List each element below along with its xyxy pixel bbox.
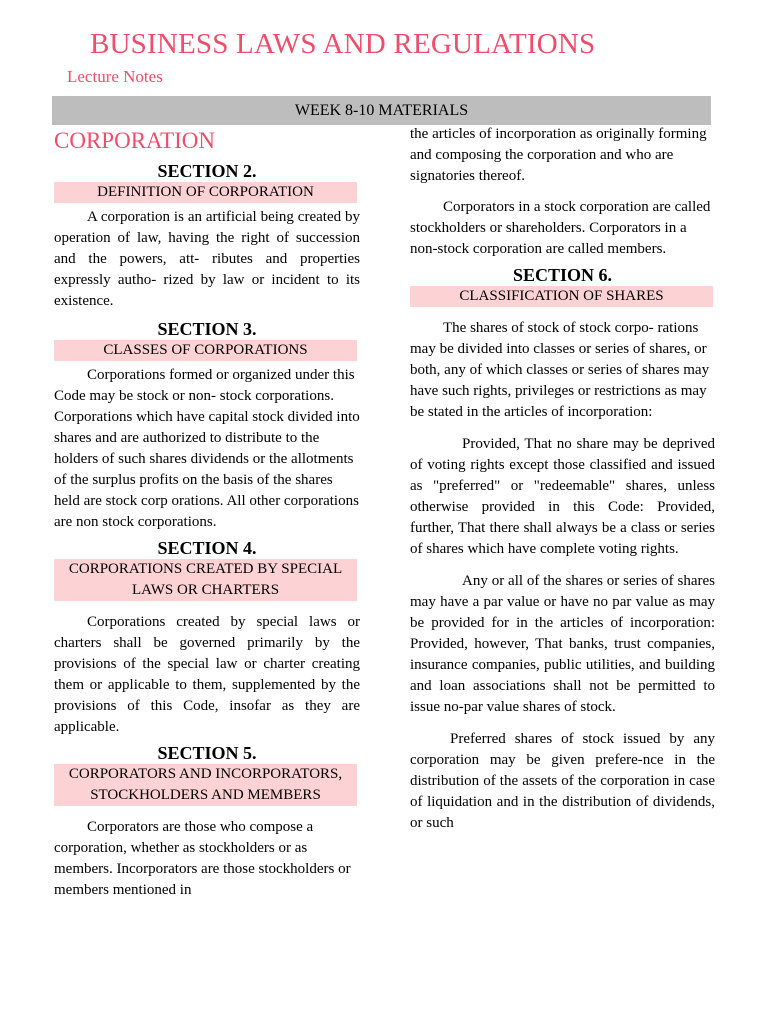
section-5-title-bar: CORPORATORS AND INCORPORATORS, STOCKHOLDERS AND MEMBERS	[54, 764, 357, 806]
section-3-title-bar: CLASSES OF CORPORATIONS	[54, 340, 357, 361]
section-3-heading: SECTION 3.	[157, 319, 257, 339]
left-column	[54, 126, 360, 901]
section-6-heading: SECTION 6.	[512, 265, 613, 285]
section-2-text: A corporation is an artificial being created by operation of law, having the right of succession and the powers, att- ributes and properties expressly autho- rized by law or incident to its existence.	[54, 209, 360, 309]
section-5-text: Corporators are those who compose a corporation, whether as stockholders or as members. Incorporators are those stockholders or members mentioned in	[54, 819, 351, 898]
section-3-text: Corporations formed or organized under this Code may be stock or non- stock corporations. Corporations which have capital stock divided into shares and are authorized to distribute to the holders of such shares dividends or the allotments of the surplus profits on the basis of the shares held are stock corp orations. All other corporations are non stock corporations.	[54, 367, 360, 530]
corporators-text: Corporators in a stock corporation are called stockholders or shareholders. Corporators in a non-stock corporation are called members.	[410, 199, 711, 257]
document-title: BUSINESS LAWS AND REGULATIONS	[90, 28, 596, 60]
week-banner: WEEK 8-10 MATERIALS	[52, 96, 711, 125]
section-5-heading: SECTION 5.	[157, 743, 257, 763]
section-5-continued-text: the articles of incorporation as originally forming and composing the corporation and who are signatories thereof.	[410, 126, 707, 184]
section-6-paragraph-4: Preferred shares of stock issued by any corporation may be given prefere-nce in the distribution of the assets of the corporation in case of liquidation and in the distribution of dividends, or such	[410, 731, 715, 831]
corporation-heading: CORPORATION	[54, 128, 216, 153]
section-2-title-bar: DEFINITION OF CORPORATION	[54, 182, 357, 203]
section-6-title-bar: CLASSIFICATION OF SHARES	[410, 286, 713, 307]
document-subtitle: Lecture Notes	[67, 67, 163, 86]
section-6-paragraph-1: The shares of stock of stock corpo- rations may be divided into classes or series of shares, or both, any of which classes or series of shares may have such rights, privileges or restrictions as may be stated in the articles of incorporation:	[410, 320, 710, 420]
section-4-title-bar: CORPORATIONS CREATED BY SPECIAL LAWS OR CHARTERS	[54, 559, 357, 601]
section-6-paragraph-3: Any or all of the shares or series of shares may have a par value or have no par value as may be provided for in the articles of incorporation: Provided, however, That banks, trust companies, insurance companies, public utilities, and building and loan associations shall not be permitted to issue no-par value shares of stock.	[410, 573, 715, 715]
section-4-text: Corporations created by special laws or charters shall be governed primarily by the provisions of the special law or charter creating them or applicable to them, supplemented by the provisions of this Code, insofar as they are applicable.	[54, 614, 360, 735]
right-column	[410, 124, 715, 834]
section-2-heading: SECTION 2.	[157, 161, 257, 181]
section-4-heading: SECTION 4.	[157, 538, 257, 558]
section-6-paragraph-2: Provided, That no share may be deprived of voting rights except those classified and issued as "preferred" or "redeemable" shares, unless otherwise provided in this Code: Provided, further, That there shall always be a class or series of shares which have complete voting rights.	[410, 436, 715, 557]
